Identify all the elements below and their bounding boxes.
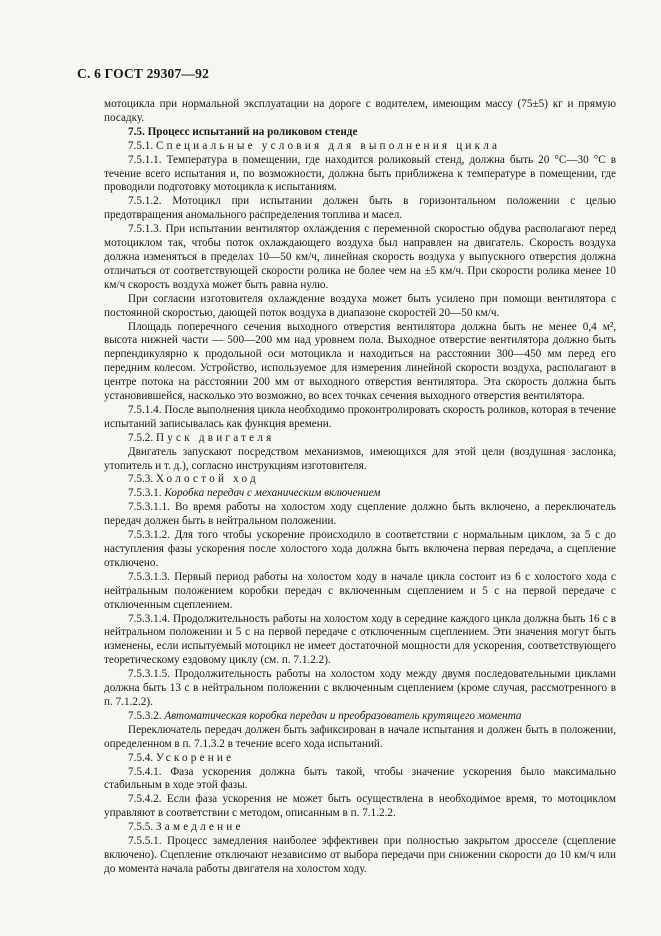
- paragraph: 7.5.3.1.3. Первый период работы на холостом ходу в начале цикла состоит из 6 с холостого хода с нейтральным положением коробки передач с включенным сцеплением и 5 с на первой передаче с отключенным сцеплением.: [104, 570, 616, 611]
- paragraph: Переключатель передач должен быть зафиксирован в начале испытания и должен быть в положении, определенном в п. 7.1.3.2 в течение всего хода испытаний.: [104, 723, 616, 750]
- paragraph: 7.5.3.1.4. Продолжительность работы на холостом ходу в середине каждого цикла должна быть 16 с в нейтральном положении и 5 с на первой передаче с отключенным сцеплением. Эти значения могут быть изменены, если испытуемый мотоцикл не имеет достаточной мощности для ускорения, соответствующего теоретическому ездовому циклу (см. п. 7.1.2.2).: [104, 612, 616, 667]
- subsection-heading: 7.5.3. Холостой ход: [128, 473, 259, 486]
- paragraph: мотоцикла при нормальной эксплуатации на дороге с водителем, имеющим массу (75±5) кг и прямую посадку.: [104, 98, 616, 124]
- subsection-heading: 7.5.2. Пуск двигателя: [128, 431, 275, 444]
- document-body: [104, 98, 616, 877]
- paragraph: 7.5.3.1.5. Продолжительность работы на холостом ходу между двумя последовательными циклами должна быть 13 с в нейтральном положении с включенным сцеплением (кроме случая, рассмотренного в п. 7.1.2.2).: [104, 668, 616, 708]
- paragraph: 7.5.1.4. После выполнения цикла необходимо проконтролировать скорость роликов, которая в течение испытаний записывалась как функция времени.: [104, 403, 616, 430]
- subsection-heading: 7.5.4. Ускорение: [128, 751, 235, 764]
- paragraph: 7.5.4.1. Фаза ускорения должна быть такой, чтобы значение ускорения было максимально стабильным в ходе этой фазы.: [104, 765, 616, 792]
- paragraph: 7.5.1.3. При испытании вентилятор охлаждения с переменной скоростью обдува располагают перед мотоциклом так, чтобы поток охлаждающего воздуха был направлен на двигатель. Скорость воздуха должна изменяться в пределах 10—50 км/ч, линейная скорость воздуха у выпускного отверстия должна отличаться от соответствующей скорости ролика не более чем на ±5 км/ч. При скорости ролика менее 10 км/ч скорость воздуха может быть равна нулю.: [104, 223, 616, 291]
- paragraph: 7.5.5.1. Процесс замедления наиболее эффективен при полностью закрытом дросселе (сцепление включено). Сцепление отключают независимо от выбора передачи при снижении скорости до 10 км/ч или до момента начала работы двигателя на холостом ходу.: [104, 835, 616, 875]
- paragraph: 7.5.3.1.1. Во время работы на холостом ходу сцепление должно быть включено, а переключатель передач должен быть в нейтральном положении.: [104, 501, 616, 528]
- paragraph: 7.5.4.2. Если фаза ускорения не может быть осуществлена в необходимое время, то мотоциклом управляют в соответствии с методом, описанным в п. 7.1.2.2.: [104, 793, 616, 820]
- section-heading: 7.5. Процесс испытаний на роликовом стенде: [128, 125, 358, 138]
- paragraph: 7.5.3.1.2. Для того чтобы ускорение происходило в соответствии с нормальным циклом, за 5 с до наступления фазы ускорения после холостого хода должна быть включена первая передача, а сцепление отключено.: [104, 529, 616, 569]
- paragraph: Площадь поперечного сечения выходного отверстия вентилятора должна быть не менее 0,4 м², высота нижней части — 500—200 мм над уровнем пола. Выходное отверстие вентилятора должно быть перпендикулярно к продольной оси мотоцикла и находиться на расстоянии 300—450 мм перед его передним колесом. Устройство, используемое для измерения линейной скорости воздуха, располагают в центре потока на расстоянии 200 мм от выходного отверстия вентилятора. Эта скорость должна быть установившейся, насколько это возможно, во всех точках сечения выходного отверстия вентилятора.: [104, 320, 616, 403]
- paragraph: 7.5.1.1. Температура в помещении, где находится роликовый стенд, должна быть 20 °С—30 °С в течение всего испытания и, по возможности, должна быть приближена к температуре в помещении, где проводили подготовку мотоцикла к испытаниям.: [104, 153, 616, 194]
- subsection-heading: 7.5.1. Специальные условия для выполнения цикла: [128, 139, 501, 152]
- paragraph: Двигатель запускают посредством механизмов, имеющихся для этой цели (воздушная заслонка, утопитель и т. д.), согласно инструкциям изготовителя.: [104, 445, 616, 472]
- paragraph: 7.5.1.2. Мотоцикл при испытании должен быть в горизонтальном положении с целью предотвращения аномального распределения топлива и масел.: [104, 195, 616, 222]
- subsection-heading: 7.5.3.1. Коробка передач с механическим включением: [128, 487, 381, 500]
- subsection-heading: 7.5.5. Замедление: [128, 821, 244, 834]
- page-header: С. 6 ГОСТ 29307—92: [77, 66, 210, 81]
- paragraph: При согласии изготовителя охлаждение воздуха может быть усилено при помощи вентилятора с постоянной скоростью, дающей поток воздуха в диапазоне скоростей 20—50 км/ч.: [104, 292, 616, 319]
- subsection-heading: 7.5.3.2. Автоматическая коробка передач и преобразователь крутящего момента: [128, 709, 522, 722]
